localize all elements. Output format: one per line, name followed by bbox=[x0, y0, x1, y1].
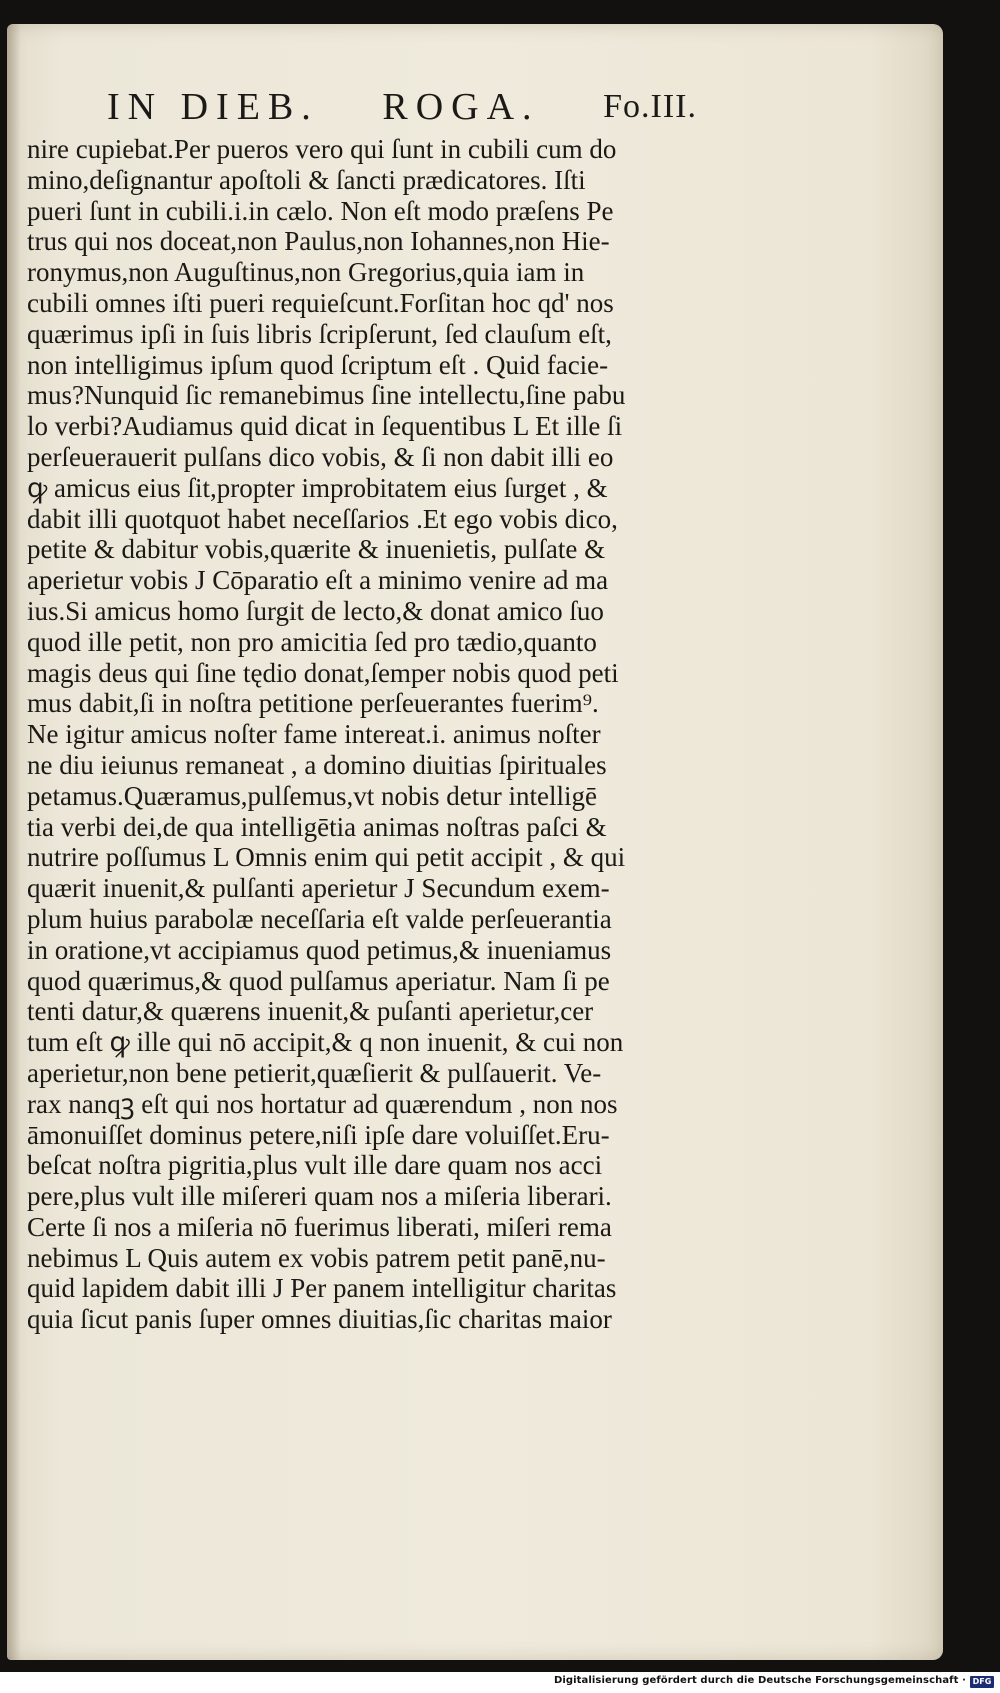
text-line: quid lapidem dabit illi J Per panem intelligitur charitas bbox=[27, 1273, 617, 1304]
text-line: pueri ſunt in cubili.i.in cælo. Non eſt modo præſens Pe bbox=[27, 195, 614, 226]
text-line: tum eſt ꝙ ille qui nō accipit,& q non inuenit, & cui non bbox=[27, 1027, 624, 1058]
text-line: ronymus,non Auguſtinus,non Gregorius,quia iam in bbox=[27, 257, 585, 288]
text-line: quærimus ipſi in ſuis libris ſcripſerunt, ſed clauſum eſt, bbox=[27, 318, 612, 349]
text-line: trus qui nos doceat,non Paulus,non Iohannes,non Hie- bbox=[27, 226, 610, 257]
running-header bbox=[107, 72, 697, 142]
text-line: ius.Si amicus homo ſurgit de lecto,& donat amico ſuo bbox=[27, 595, 604, 626]
funding-credit: Digitalisierung gefördert durch die Deutsche Forschungsgemeinschaft · bbox=[553, 1675, 966, 1686]
text-line: cubili omnes iſti pueri requieſcunt.Forſitan hoc qd' nos bbox=[27, 287, 614, 318]
dfg-logo-icon: DFG bbox=[970, 1676, 994, 1688]
text-line: quod quærimus,& quod pulſamus aperiatur. Nam ſi pe bbox=[27, 965, 610, 996]
text-line: perſeuerauerit pulſans dico vobis, & ſi non dabit illi eo bbox=[27, 441, 614, 472]
text-line: Ne igitur amicus noſter fame intereat.i. animus noſter bbox=[27, 719, 601, 750]
text-line: nire cupiebat.Per pueros vero qui ſunt in cubili cum do bbox=[27, 134, 617, 164]
text-line: petite & dabitur vobis,quærite & inuenietis, pulſate & bbox=[27, 534, 606, 565]
text-line: lo verbi?Audiamus quid dicat in ſequentibus L Et ille ſi bbox=[27, 411, 623, 442]
text-line: quod ille petit, non pro amicitia ſed pro tædio,quanto bbox=[27, 626, 597, 657]
book-page bbox=[7, 24, 943, 1660]
text-line: magis deus qui ſine tędio donat,ſemper nobis quod peti bbox=[27, 657, 619, 688]
text-line: pere,plus vult ille miſereri quam nos a miſeria liberari. bbox=[27, 1181, 612, 1212]
text-line: mus?Nunquid ſic remanebimus ſine intellectu,ſine pabu bbox=[27, 380, 626, 411]
header-left: IN DIEB. bbox=[107, 86, 319, 128]
text-line: aperietur vobis J Cōparatio eſt a minimo venire ad ma bbox=[27, 565, 609, 596]
text-line: aperietur,non bene petierit,quæſierit & pulſauerit. Ve- bbox=[27, 1057, 602, 1088]
text-line: petamus.Quæramus,pulſemus,vt nobis detur intelligē bbox=[27, 780, 597, 811]
text-line: non intelligimus ipſum quod ſcriptum eſt . Quid facie- bbox=[27, 349, 609, 380]
text-line: mino,deſignantur apoſtoli & ſancti prædicatores. Iſti bbox=[27, 164, 586, 195]
header-center: ROGA. bbox=[382, 86, 540, 128]
text-line: rax nanqꝫ eſt qui nos hortatur ad quærendum , non nos bbox=[27, 1088, 618, 1119]
text-line: tenti datur,& quærens inuenit,& puſanti aperietur,cer bbox=[27, 996, 594, 1027]
text-line: nutrire poſſumus L Omnis enim qui petit accipit , & qui bbox=[27, 842, 626, 873]
folio-number: Fo.III. bbox=[603, 88, 697, 125]
text-line: ꝙ amicus eius ſit,propter improbitatem eius ſurget , & bbox=[27, 472, 608, 503]
text-line: quia ſicut panis ſuper omnes diuitias,ſic charitas maior bbox=[27, 1304, 612, 1335]
text-line: āmonuiſſet dominus petere,niſi ipſe dare voluiſſet.Eru- bbox=[27, 1119, 610, 1150]
text-line: tia verbi dei,de qua intelligētia animas noſtras paſci & bbox=[27, 811, 607, 842]
footer-bar bbox=[0, 1672, 1000, 1693]
text-line: beſcat noſtra pigritia,plus vult ille dare quam nos acci bbox=[27, 1150, 603, 1181]
text-line: quærit inuenit,& pulſanti aperietur J Secundum exem- bbox=[27, 873, 610, 904]
text-line: Certe ſi nos a miſeria nō fuerimus liberati, miſeri rema bbox=[27, 1211, 612, 1242]
text-line: dabit illi quotquot habet neceſſarios .Et ego vobis dico, bbox=[27, 503, 618, 534]
text-line: mus dabit,ſi in noſtra petitione perſeuerantes fuerim⁹. bbox=[27, 688, 599, 719]
text-line: plum huius parabolæ neceſſaria eſt valde perſeuerantia bbox=[27, 903, 612, 934]
text-line: ne diu ieiunus remaneat , a domino diuitias ſpirituales bbox=[27, 749, 607, 780]
text-block bbox=[27, 134, 727, 1335]
text-line: nebimus L Quis autem ex vobis patrem petit panē,nu- bbox=[27, 1242, 606, 1273]
text-line: in oratione,vt accipiamus quod petimus,& inueniamus bbox=[27, 934, 612, 965]
